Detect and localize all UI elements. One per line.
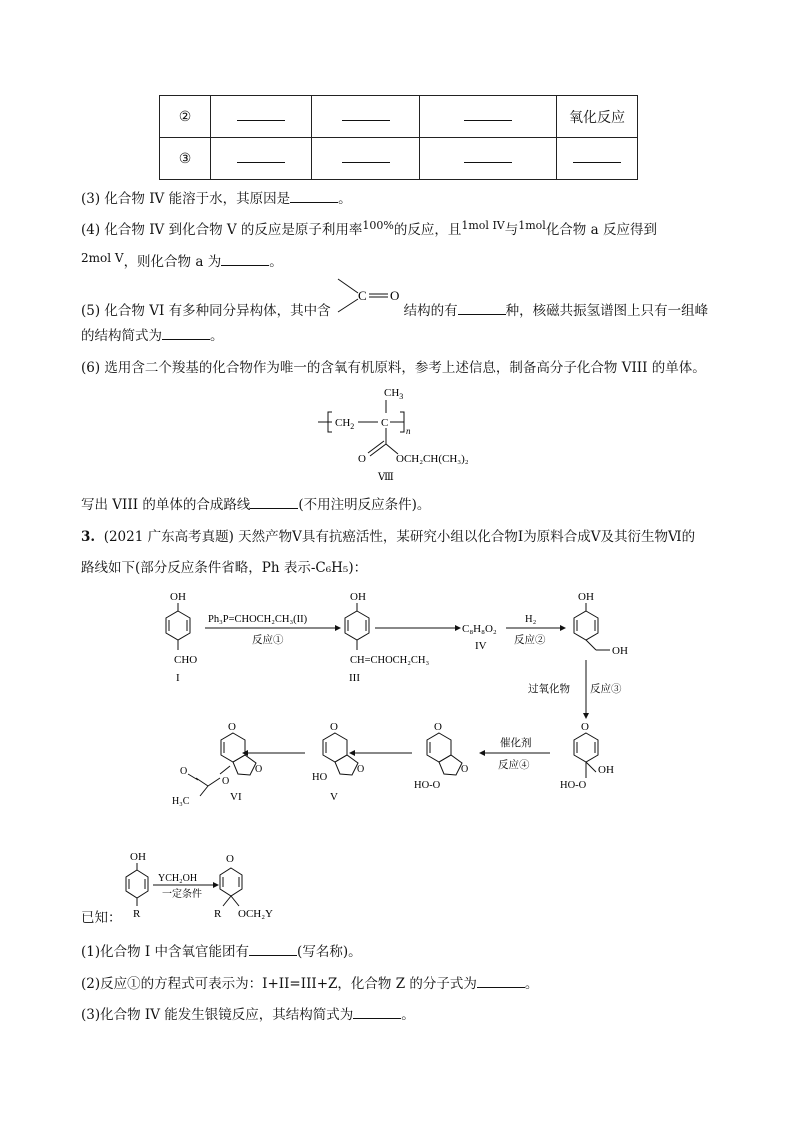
oxygen-label: O bbox=[358, 453, 366, 465]
compound-v bbox=[312, 721, 364, 803]
svg-text:O: O bbox=[228, 721, 236, 733]
svg-text:HO-O: HO-O bbox=[414, 780, 441, 791]
svg-text:一定条件: 一定条件 bbox=[162, 889, 202, 900]
question-6-route: 写出 VIII 的单体的合成路线 (不用注明反应条件)。 bbox=[81, 494, 430, 515]
methylene-label: $CH_2$ bbox=[335, 417, 355, 431]
carbon-label: C bbox=[381, 417, 389, 429]
reaction-2-label: 反应② bbox=[514, 635, 546, 646]
answer-cell bbox=[312, 96, 420, 138]
compound-phenol-alcohol bbox=[574, 591, 628, 657]
svg-text:OH: OH bbox=[350, 591, 366, 603]
h2-reagent: H₂ bbox=[525, 614, 537, 625]
row-number: ③ bbox=[160, 138, 211, 180]
question-4-line1: (4) 化合物 IV 到化合物 V 的反应是原子利用率$^{100\%}$的反应，且$^{1mol IV}$与$^{1mol}$化合物 a 反应得到 bbox=[81, 219, 657, 238]
svg-text:YCH₂OH: YCH₂OH bbox=[158, 873, 198, 884]
svg-text:O: O bbox=[434, 721, 442, 733]
known-label: 已知： bbox=[81, 910, 122, 926]
svg-text:R: R bbox=[133, 908, 141, 920]
svg-text:CH=CHOCH₂CH₃: CH=CHOCH₂CH₃ bbox=[350, 655, 430, 666]
compound-i bbox=[166, 591, 197, 684]
svg-text:OH: OH bbox=[130, 851, 146, 863]
table-row bbox=[160, 96, 638, 138]
svg-text:O: O bbox=[226, 853, 234, 865]
sub-question-1: (1)化合物 I 中含氧官能团有 (写名称)。 bbox=[81, 941, 362, 962]
svg-text:O: O bbox=[330, 721, 338, 733]
answer-cell bbox=[557, 138, 638, 180]
compound-iii bbox=[345, 591, 430, 684]
svg-text:O: O bbox=[357, 764, 365, 775]
answer-cell bbox=[420, 138, 557, 180]
question-4-line2: 2mol V，则化合物 a 为 。 bbox=[81, 251, 283, 270]
question-5-line1: (5) 化合物 VI 有多种同分异构体，其中含 结构的有 种，核磁共振氢谱图上只有一组峰 bbox=[81, 300, 708, 321]
peroxide-reagent: 过氧化物 bbox=[528, 684, 570, 695]
svg-text:OH: OH bbox=[598, 764, 614, 776]
svg-text:OCH₂Y: OCH₂Y bbox=[238, 908, 274, 920]
reaction-4-label: 反应④ bbox=[498, 760, 530, 771]
compound-vi bbox=[172, 721, 262, 807]
reaction-1-label: 反应① bbox=[252, 635, 284, 646]
svg-text:VI: VI bbox=[230, 791, 242, 803]
compound-iv-formula: C₈H₈O₂ bbox=[462, 623, 497, 635]
row-number: ② bbox=[160, 96, 211, 138]
repeat-n-label: n bbox=[406, 426, 411, 436]
answer-cell bbox=[312, 138, 420, 180]
sub-question-3: (3)化合物 IV 能发生银镜反应，其结构简式为 。 bbox=[81, 1004, 415, 1025]
polymer-viii-structure bbox=[318, 384, 498, 484]
svg-text:O: O bbox=[180, 766, 188, 777]
svg-text:OH: OH bbox=[170, 591, 186, 603]
svg-text:V: V bbox=[330, 791, 338, 803]
carbon-label: C bbox=[358, 288, 367, 303]
ester-group: OCH₂CH(CH₃)₂ bbox=[396, 453, 469, 465]
svg-text:O: O bbox=[222, 776, 230, 787]
svg-text:O: O bbox=[255, 764, 263, 775]
oxygen-label: O bbox=[390, 288, 400, 303]
svg-text:CHO: CHO bbox=[174, 654, 198, 666]
question-3: (3) 化合物 IV 能溶于水，其原因是 。 bbox=[81, 188, 352, 209]
question-6: (6) 选用含二个羧基的化合物作为唯一的含氧有机原料，参考上述信息，制备高分子化合物 VIII 的单体。 bbox=[81, 360, 706, 376]
catalyst-reagent: 催化剂 bbox=[500, 738, 532, 749]
svg-text:O: O bbox=[461, 764, 469, 775]
svg-text:I: I bbox=[176, 672, 180, 684]
svg-text:H₃C: H₃C bbox=[172, 796, 190, 807]
answer-cell bbox=[211, 96, 312, 138]
compound-iv-label: IV bbox=[475, 640, 487, 652]
reaction-3-label: 反应③ bbox=[590, 684, 622, 695]
answer-cell bbox=[420, 96, 557, 138]
problem-3-line2: 路线如下(部分反应条件省略，Ph 表示-C₆H₅)： bbox=[81, 560, 368, 576]
sub-question-2: (2)反应①的方程式可表示为：I+II=III+Z，化合物 Z 的分子式为 。 bbox=[81, 973, 538, 994]
svg-text:OH: OH bbox=[578, 591, 594, 603]
synthesis-scheme bbox=[150, 588, 660, 818]
known-reaction-scheme bbox=[120, 850, 320, 925]
answer-cell bbox=[211, 138, 312, 180]
compound-hydroperoxide bbox=[560, 721, 614, 791]
svg-text:OH: OH bbox=[612, 645, 628, 657]
reagent-ii: Ph₃P=CHOCH₂CH₃(II) bbox=[208, 614, 308, 625]
svg-text:III: III bbox=[349, 672, 360, 684]
table-row bbox=[160, 138, 638, 180]
svg-text:HO-O: HO-O bbox=[560, 780, 587, 791]
methyl-label: $CH_3$ bbox=[384, 387, 404, 401]
question-5-line2: 的结构简式为 。 bbox=[81, 325, 224, 346]
problem-3-line1: 3. (2021 广东高考真题) 天然产物Ⅴ具有抗癌活性，某研究小组以化合物Ⅰ为原料合成Ⅴ及其衍生物Ⅵ的 bbox=[81, 529, 696, 545]
compound-bicyclic-peroxide bbox=[414, 721, 468, 791]
svg-text:HO: HO bbox=[312, 772, 328, 783]
reaction-table bbox=[159, 95, 638, 180]
compound-label-viii: Ⅷ bbox=[378, 472, 394, 483]
svg-text:R: R bbox=[214, 908, 222, 920]
reaction-type-cell: 氧化反应 bbox=[557, 96, 638, 138]
svg-text:O: O bbox=[581, 721, 589, 733]
